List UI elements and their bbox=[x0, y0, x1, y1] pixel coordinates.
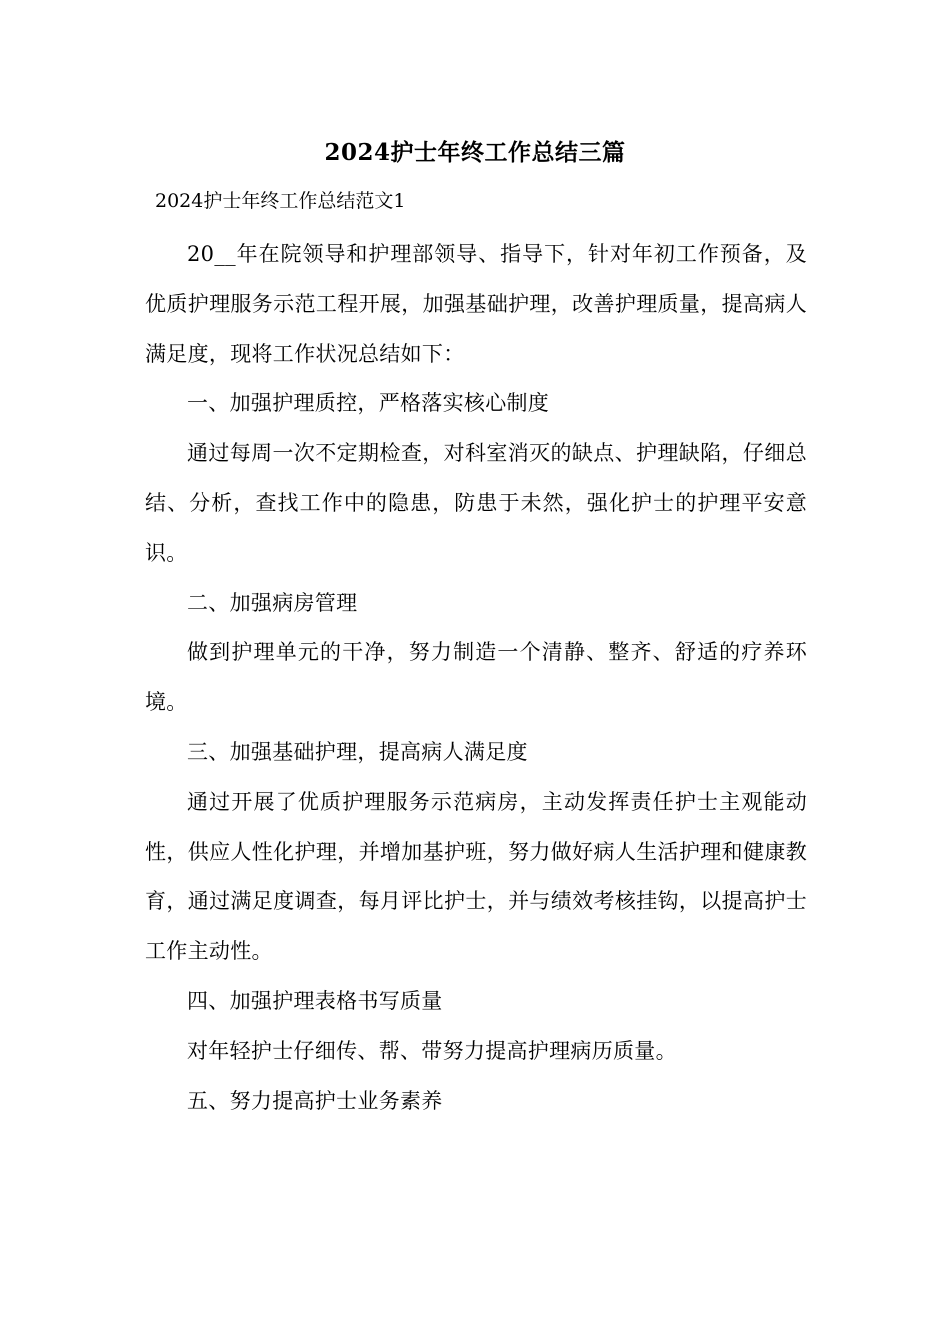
intro-paragraph: 20__年在院领导和护理部领导、指导下，针对年初工作预备，及优质护理服务示范工程开展，加强基础护理，改善护理质量，提高病人满足度，现将工作状况总结如下： bbox=[145, 242, 807, 366]
section-heading-2: 二、加强病房管理 bbox=[187, 590, 358, 615]
section-heading-4: 四、加强护理表格书写质量 bbox=[187, 988, 443, 1013]
document-subtitle: 2024护士年终工作总结范文1 bbox=[155, 190, 406, 212]
section-heading-1: 一、加强护理质控，严格落实核心制度 bbox=[187, 391, 550, 416]
document-title: 2024护士年终工作总结三篇 bbox=[324, 139, 626, 166]
document-body bbox=[145, 230, 807, 1126]
section-heading-3: 三、加强基础护理，提高病人满足度 bbox=[187, 739, 528, 764]
section-paragraph-1: 通过每周一次不定期检查，对科室消灭的缺点、护理缺陷，仔细总结、分析，查找工作中的隐患，防患于未然，强化护士的护理平安意识。 bbox=[145, 441, 807, 565]
section-paragraph-4: 对年轻护士仔细传、帮、带努力提高护理病历质量。 bbox=[187, 1038, 677, 1063]
section-paragraph-2: 做到护理单元的干净，努力制造一个清静、整齐、舒适的疗养环境。 bbox=[145, 640, 807, 715]
section-paragraph-3: 通过开展了优质护理服务示范病房，主动发挥责任护士主观能动性，供应人性化护理，并增加基护班，努力做好病人生活护理和健康教育，通过满足度调查，每月评比护士，并与绩效考核挂钩，以提高护士工作主动性。 bbox=[145, 789, 807, 964]
section-heading-5: 五、努力提高护士业务素养 bbox=[187, 1088, 443, 1113]
